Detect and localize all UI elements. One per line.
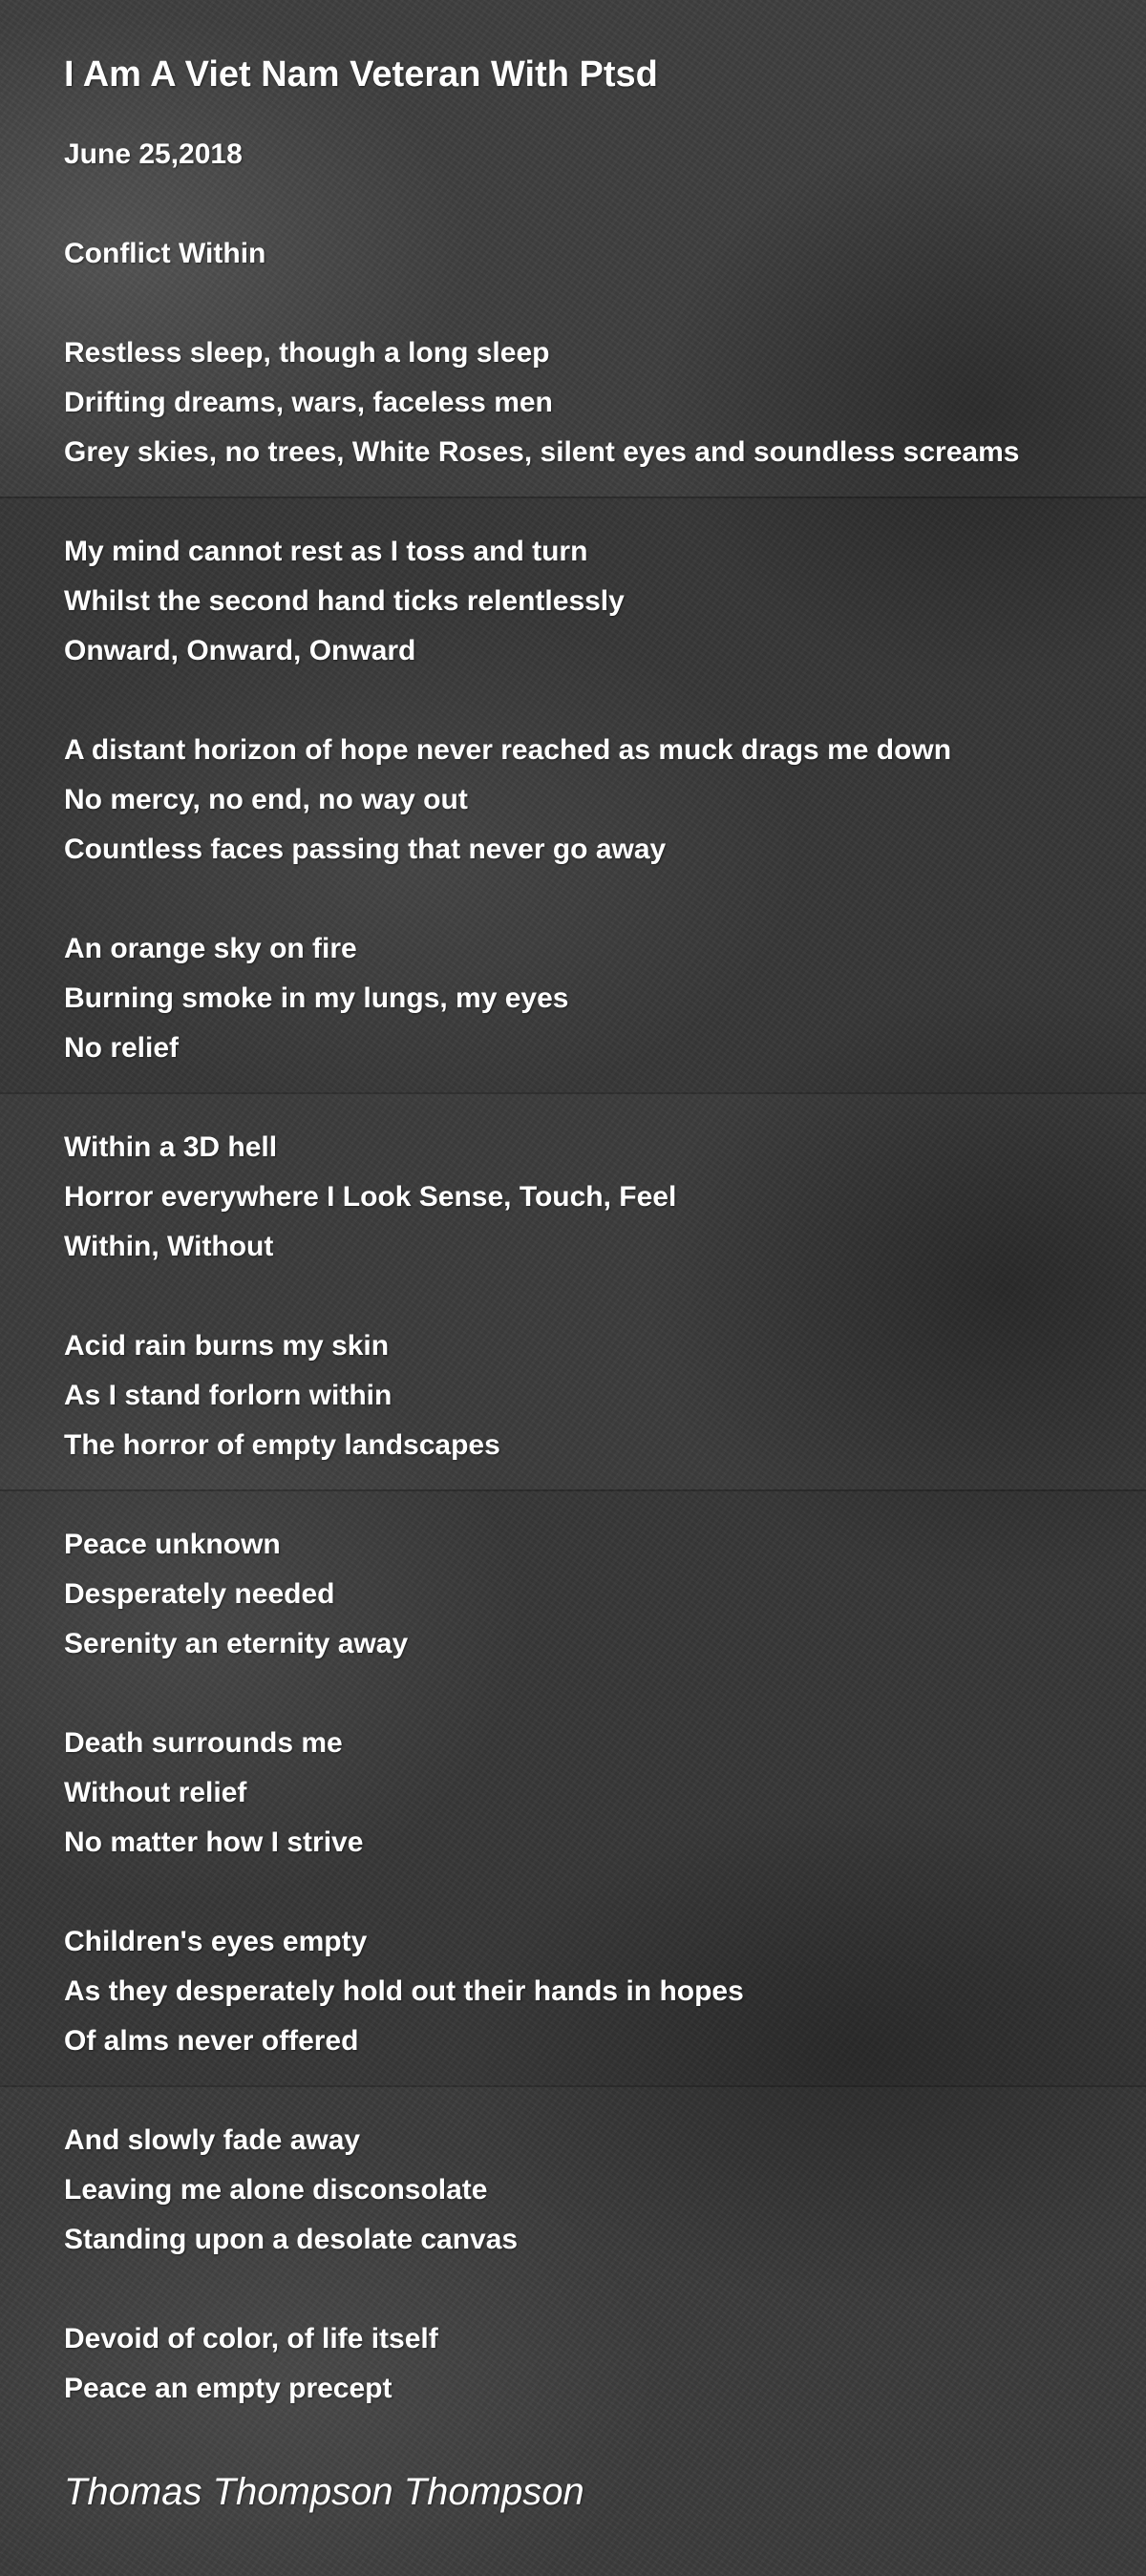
poem-line: No relief xyxy=(64,1032,180,1064)
poem-line: A distant horizon of hope never reached as muck drags me down xyxy=(64,734,952,766)
poem-line: As they desperately hold out their hands in hopes xyxy=(64,1975,744,2007)
poem-line: My mind cannot rest as I toss and turn xyxy=(64,536,588,567)
poem-title: I Am A Viet Nam Veteran With Ptsd xyxy=(64,54,658,95)
poem-line: Whilst the second hand ticks relentlessly xyxy=(64,585,625,617)
poem-body xyxy=(64,229,1124,2414)
poem-line: Death surrounds me xyxy=(64,1727,343,1759)
poem-line: Devoid of color, of life itself xyxy=(64,2323,438,2354)
poem-line: Children's eyes empty xyxy=(64,1926,368,1957)
poem-line: Onward, Onward, Onward xyxy=(64,635,416,666)
poem-stanza xyxy=(64,1520,1124,1669)
poem-stanza xyxy=(64,1917,1124,2066)
poem-author: Thomas Thompson Thompson xyxy=(64,2471,584,2513)
poem-line: No matter how I strive xyxy=(64,1826,364,1858)
poem-content xyxy=(64,48,1124,2521)
poem-line: Horror everywhere I Look Sense, Touch, Feel xyxy=(64,1181,677,1213)
poem-line: As I stand forlorn within xyxy=(64,1380,393,1411)
poem-line: Serenity an eternity away xyxy=(64,1628,409,1659)
poem-line: Burning smoke in my lungs, my eyes xyxy=(64,982,569,1014)
poem-stanza xyxy=(64,1321,1124,1470)
poem-stanza xyxy=(64,1123,1124,1272)
poem-line: Conflict Within xyxy=(64,238,266,269)
poem-line: Leaving me alone disconsolate xyxy=(64,2174,488,2206)
poem-line: Of alms never offered xyxy=(64,2025,359,2057)
poem-line: The horror of empty landscapes xyxy=(64,1429,500,1461)
poem-line: Peace an empty precept xyxy=(64,2373,393,2404)
poem-stanza xyxy=(64,2314,1124,2414)
poem-line: Without relief xyxy=(64,1777,247,1808)
poem-stanza xyxy=(64,328,1124,477)
poem-line: And slowly fade away xyxy=(64,2124,361,2156)
poem-line: Peace unknown xyxy=(64,1529,281,1560)
poem-line: No mercy, no end, no way out xyxy=(64,784,468,815)
poem-stanza xyxy=(64,924,1124,1073)
poem-line: Drifting dreams, wars, faceless men xyxy=(64,387,553,418)
poem-stanza xyxy=(64,1719,1124,1868)
poem-stanza xyxy=(64,726,1124,875)
poem-date: June 25,2018 xyxy=(64,138,243,170)
poem-line: Within a 3D hell xyxy=(64,1131,278,1163)
poem-line: Desperately needed xyxy=(64,1578,335,1610)
poem-stanza xyxy=(64,527,1124,676)
poem-line: Countless faces passing that never go away xyxy=(64,834,667,865)
poem-line: Standing upon a desolate canvas xyxy=(64,2224,519,2255)
poem-line: Within, Without xyxy=(64,1231,274,1262)
poem-stanza xyxy=(64,2116,1124,2265)
poem-stanza xyxy=(64,229,1124,279)
poem-line: Grey skies, no trees, White Roses, silent eyes and soundless screams xyxy=(64,436,1020,468)
poem-line: An orange sky on fire xyxy=(64,933,357,964)
poem-line: Restless sleep, though a long sleep xyxy=(64,337,550,369)
poem-line: Acid rain burns my skin xyxy=(64,1330,390,1362)
